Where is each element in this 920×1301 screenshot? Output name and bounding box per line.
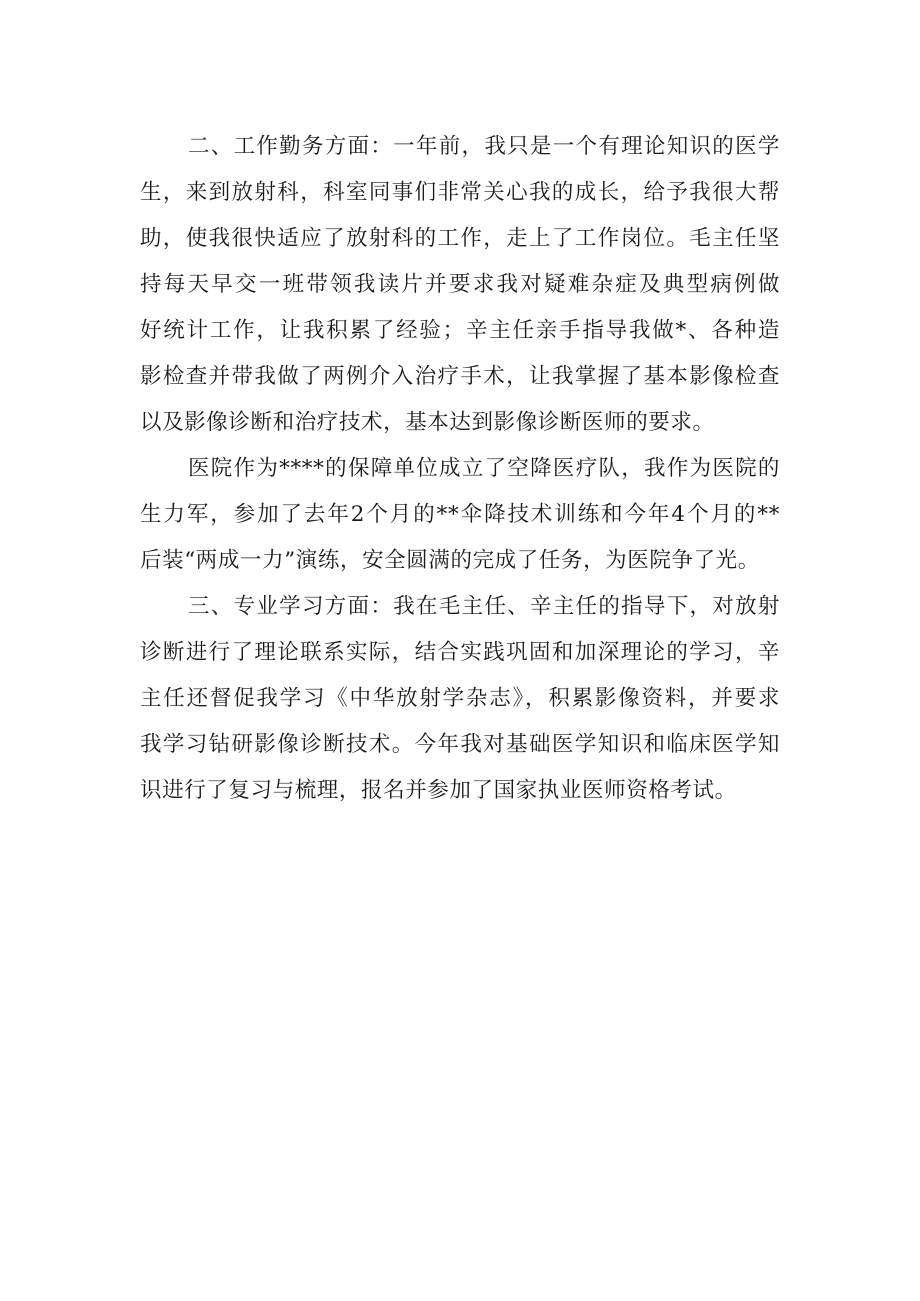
paragraph-line: 二、工作勤务方面：一年前，我只是一个有理论知识的医学 — [188, 134, 780, 159]
paragraph-line: 持每天早交一班带领我读片并要求我对疑难杂症及典型病例做 — [140, 272, 780, 297]
paragraph-line: 后装“两成一力”演练，安全圆满的完成了任务，为医院争了光。 — [140, 548, 760, 573]
paragraph-work-duty — [140, 124, 780, 446]
paragraph-line: 生，来到放射科，科室同事们非常关心我的成长，给予我很大帮 — [140, 180, 780, 205]
paragraph-line: 影检查并带我做了两例介入治疗手术，让我掌握了基本影像检查 — [140, 364, 780, 389]
paragraph-line: 三、专业学习方面：我在毛主任、辛主任的指导下，对放射 — [188, 594, 780, 619]
paragraph-line: 识进行了复习与梳理，报名并参加了国家执业医师资格考试。 — [140, 778, 737, 803]
paragraph-line: 好统计工作，让我积累了经验；辛主任亲手指导我做*、各种造 — [140, 318, 780, 343]
document-body — [140, 124, 780, 814]
paragraph-line: 以及影像诊断和治疗技术，基本达到影像诊断医师的要求。 — [140, 410, 715, 435]
paragraph-line: 医院作为****的保障单位成立了空降医疗队，我作为医院的 — [188, 456, 780, 481]
paragraph-line: 我学习钻研影像诊断技术。今年我对基础医学知识和临床医学知 — [140, 732, 780, 757]
paragraph-line: 生力军，参加了去年2个月的**伞降技术训练和今年4个月的** — [140, 502, 780, 527]
paragraph-line: 主任还督促我学习《中华放射学杂志》，积累影像资料，并要求 — [140, 686, 780, 711]
paragraph-line: 助，使我很快适应了放射科的工作，走上了工作岗位。毛主任坚 — [140, 226, 780, 251]
paragraph-professional-study — [140, 584, 780, 814]
paragraph-airborne-team — [140, 446, 780, 584]
paragraph-line: 诊断进行了理论联系实际，结合实践巩固和加深理论的学习，辛 — [140, 640, 780, 665]
